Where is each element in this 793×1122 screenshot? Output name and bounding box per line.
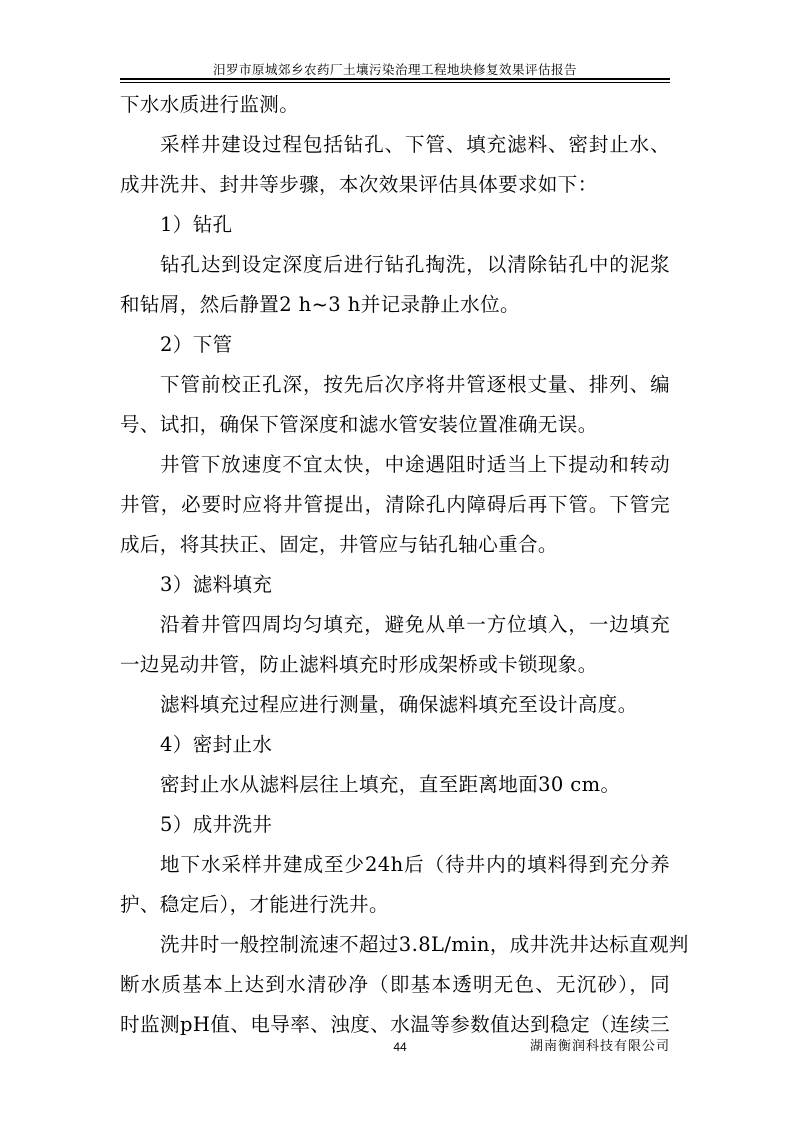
header-rule (120, 78, 670, 80)
text-line: 洗井时一般控制流速不超过3.8L/min，成井洗井达标直观判 (160, 933, 689, 956)
text-line: 井管，必要时应将井管提出，清除孔内障碍后再下管。下管完 (120, 493, 670, 516)
body-text (120, 85, 689, 1045)
text-line: 密封止水从滤料层往上填充，直至距离地面30 cm。 (160, 773, 621, 796)
text-line: 钻孔达到设定深度后进行钻孔掏洗，以清除钻孔中的泥浆 (160, 253, 670, 276)
text-line: 一边晃动井管，防止滤料填充时形成架桥或卡锁现象。 (120, 653, 598, 676)
section-heading: 4）密封止水 (160, 733, 273, 756)
running-header: 汨罗市原城郊乡农药厂土壤污染治理工程地块修复效果评估报告 (212, 62, 577, 77)
text-line: 沿着井管四周均匀填充，避免从单一方位填入，一边填充 (160, 613, 670, 636)
text-line: 和钻屑，然后静置2 h~3 h并记录静止水位。 (120, 293, 520, 316)
page-number: 44 (393, 1040, 407, 1054)
company-name: 湖南衡润科技有限公司 (529, 1039, 670, 1054)
text-line: 下水水质进行监测。 (120, 93, 300, 116)
text-line: 时监测pH值、电导率、浊度、水温等参数值达到稳定（连续三 (120, 1013, 670, 1036)
header-rule-thin (120, 82, 670, 83)
text-line: 成后，将其扶正、固定，井管应与钻孔轴心重合。 (120, 533, 558, 556)
text-line: 断水质基本上达到水清砂净（即基本透明无色、无沉砂），同 (120, 973, 670, 996)
text-line: 护、稳定后），才能进行洗井。 (120, 893, 389, 916)
text-line: 地下水采样井建成至少24h后（待井内的填料得到充分养 (160, 853, 670, 876)
section-heading: 5）成井洗井 (160, 813, 273, 836)
section-heading: 3）滤料填充 (160, 573, 273, 596)
text-line: 成井洗井、封井等步骤，本次效果评估具体要求如下： (120, 173, 598, 196)
text-line: 下管前校正孔深，按先后次序将井管逐根丈量、排列、编 (160, 373, 670, 396)
section-heading: 1）钻孔 (160, 213, 233, 236)
text-line: 滤料填充过程应进行测量，确保滤料填充至设计高度。 (160, 693, 638, 716)
text-line: 采样井建设过程包括钻孔、下管、填充滤料、密封止水、 (160, 133, 670, 156)
section-heading: 2）下管 (160, 333, 233, 356)
text-line: 井管下放速度不宜太快，中途遇阻时适当上下提动和转动 (160, 453, 670, 476)
text-line: 号、试扣，确保下管深度和滤水管安装位置准确无误。 (120, 413, 598, 436)
